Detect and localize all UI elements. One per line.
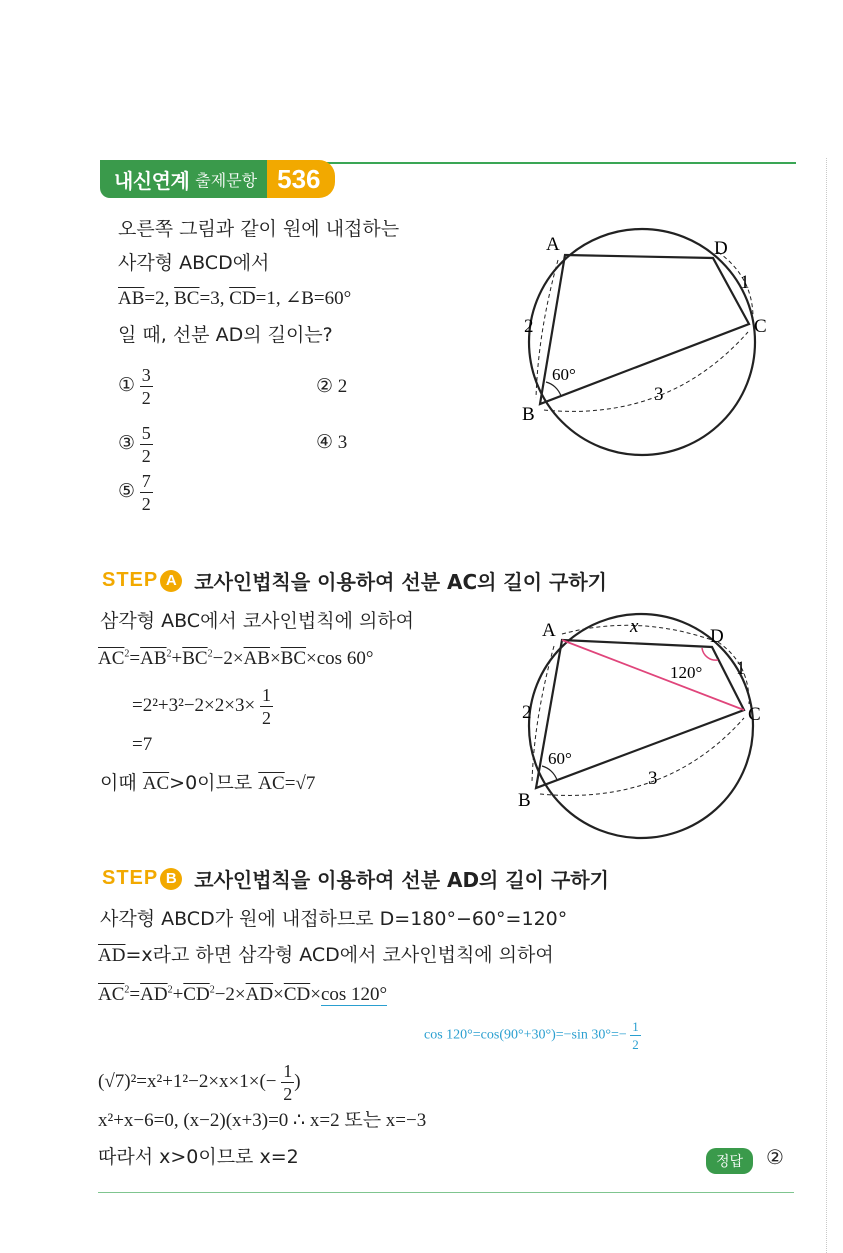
- badge-label: [100, 160, 267, 198]
- choice-3[interactable]: [118, 424, 153, 465]
- choice-1-fraction: [140, 366, 153, 407]
- eq-sign-b: =: [129, 984, 141, 1005]
- step-b-word: STEP: [102, 867, 159, 889]
- cond-cd-value: =1, ∠B=60°: [255, 288, 352, 309]
- minus-term-b: −2×: [214, 984, 246, 1005]
- equation-end: ): [294, 1070, 301, 1092]
- label-a-2: A: [542, 620, 556, 641]
- seg-ad-b: $\overline{AD}$: [245, 984, 274, 1005]
- seg-bc-sq: $\overline{BC}$: [182, 648, 208, 669]
- step-a-word: STEP: [102, 569, 159, 591]
- equation-pre: (√7)²=x²+1²−2×x×1×(−: [98, 1070, 277, 1092]
- step-b-line-6: 따라서 x>0이므로 x=2: [98, 1146, 299, 1168]
- choice-1-mark: ①: [118, 374, 136, 396]
- equation-fraction: [281, 1062, 294, 1103]
- seg-cd-sq: $\overline{CD}$: [183, 984, 210, 1005]
- choice-2-mark: ②: [316, 376, 334, 397]
- choice-5[interactable]: [118, 472, 153, 513]
- choice-3-den: 2: [141, 446, 151, 466]
- seg-ac-sq-b: $\overline{AC}$: [98, 984, 125, 1005]
- angle-b-label: 60°: [552, 365, 576, 384]
- badge-main-text: 내신연계: [114, 168, 190, 193]
- step-b-line-2-rest: =x라고 하면 삼각형 ACD에서 코사인법칙에 의하여: [125, 944, 554, 966]
- cos-120-term: cos 120°: [320, 984, 388, 1005]
- diagonal-ac: [562, 640, 744, 710]
- step-b-line-4: [98, 1062, 301, 1103]
- label-d-2: D: [710, 626, 724, 647]
- conclusion-end: =√7: [284, 773, 316, 794]
- length-cd: 1: [740, 272, 750, 293]
- seg-ad: $\overline{AD}$: [98, 945, 126, 966]
- cos-note-fraction: [630, 1020, 641, 1051]
- problem-line-2: 사각형 ABCD에서: [118, 252, 270, 274]
- label-b: B: [522, 404, 535, 425]
- right-margin-line: [826, 158, 827, 1253]
- choice-2-value: 2: [337, 376, 348, 397]
- label-d: D: [714, 238, 728, 259]
- cos-note-text: cos 120°=cos(90°+30°)=−sin 30°=−: [424, 1027, 627, 1043]
- choice-5-den: 2: [141, 494, 151, 514]
- step-b-line-3: $\overline{AC}^2=\overline{AD}^2+\overline{CD}^2-2\times\overline{AD}\times\overline{CD}\times\cos$ 120°: [98, 984, 388, 1005]
- segment-ab: $\overline{AB}$: [118, 288, 145, 309]
- conclusion-mid: >0이므로: [169, 772, 259, 794]
- seg-ac-2: $\overline{AC}$: [258, 773, 285, 794]
- choice-4-value: 3: [337, 432, 348, 453]
- answer-value: ②: [766, 1147, 784, 1169]
- choice-1[interactable]: [118, 366, 153, 407]
- plus-sign-b: +: [172, 984, 184, 1005]
- angle-d-label: 120°: [670, 663, 703, 682]
- choice-3-fraction: [140, 424, 153, 465]
- choice-4-mark: ④: [316, 432, 334, 453]
- angle-b-arc-2: [542, 766, 557, 780]
- times-sign-b2: ×: [310, 984, 321, 1005]
- answer-badge: 정답: [706, 1148, 753, 1174]
- seg-ad-sq: $\overline{AD}$: [140, 984, 168, 1005]
- figure-cyclic-quadrilateral: [508, 222, 778, 462]
- step-b-line-2: [98, 944, 554, 968]
- times-sign-b: ×: [273, 984, 284, 1005]
- cos-note: [424, 1020, 641, 1051]
- length-bc-2: 3: [648, 768, 658, 789]
- length-cd-2: 1: [736, 658, 746, 679]
- seg-ab: $\overline{AB}$: [243, 648, 270, 669]
- choice-4[interactable]: [316, 432, 347, 455]
- problem-number: 536: [267, 160, 334, 198]
- step-b-line-5: x²+x−6=0, (x−2)(x+3)=0 ∴ x=2 또는 x=−3: [98, 1110, 427, 1131]
- choice-5-fraction: [140, 472, 153, 513]
- step-b-title: 코사인법칙을 이용하여 선분 AD의 길이 구하기: [194, 868, 609, 892]
- segment-bc: $\overline{BC}$: [174, 288, 200, 309]
- eq-sign: =: [129, 648, 141, 669]
- length-ab-2: 2: [522, 702, 532, 723]
- step-a-line-1: 삼각형 ABC에서 코사인법칙에 의하여: [100, 610, 415, 632]
- angle-b-arc: [546, 382, 561, 396]
- expansion: =2²+3²−2×2×3×: [132, 694, 256, 716]
- cos-note-num: 1: [632, 1019, 639, 1034]
- conclusion-pre: 이때: [100, 772, 143, 794]
- step-a-line-4: =7: [132, 734, 153, 755]
- length-ad: x: [630, 616, 639, 637]
- label-a: A: [546, 234, 560, 255]
- choice-1-den: 2: [141, 388, 151, 408]
- step-a-line-3: [132, 686, 273, 727]
- step-a-heading: [102, 566, 607, 595]
- cond-ab-value: =2,: [144, 288, 175, 309]
- choice-3-mark: ③: [118, 432, 136, 454]
- segment-cd: $\overline{CD}$: [229, 288, 256, 309]
- badge-sub-text: 출제문항: [195, 170, 258, 190]
- cond-bc-value: =3,: [199, 288, 230, 309]
- equation-num: 1: [283, 1061, 293, 1081]
- cos-note-den: 2: [632, 1037, 639, 1052]
- half-fraction: [260, 686, 273, 727]
- seg-ac-1: $\overline{AC}$: [142, 773, 170, 794]
- problem-line-1: 오른쪽 그림과 같이 원에 내접하는: [118, 218, 400, 240]
- figure-cyclic-quadrilateral-2: [506, 608, 776, 848]
- step-a-title: 코사인법칙을 이용하여 선분 AC의 길이 구하기: [194, 570, 607, 594]
- seg-cd-b: $\overline{CD}$: [283, 984, 311, 1005]
- bottom-rule: [98, 1192, 794, 1193]
- step-b-letter: B: [160, 868, 182, 890]
- choice-5-num: 7: [141, 471, 151, 491]
- choice-2[interactable]: [316, 376, 347, 399]
- length-ab: 2: [524, 316, 534, 337]
- minus-term: −2×: [212, 648, 244, 669]
- seg-bc: $\overline{BC}$: [280, 648, 307, 669]
- step-b-heading: [102, 864, 609, 893]
- half-den: 2: [261, 708, 271, 728]
- cos-term: ×cos 60°: [306, 648, 374, 669]
- step-a-line-2: $\overline{AC}^2=\overline{AB}^2+\overline{BC}^2-2\times\overline{AB}\times\overline{BC}\times\cos$ 60°: [98, 648, 374, 669]
- equation-den: 2: [283, 1084, 293, 1104]
- seg-ac-sq: $\overline{AC}$: [98, 648, 125, 669]
- choice-1-num: 3: [141, 365, 151, 385]
- step-b-line-1: 사각형 ABCD가 원에 내접하므로 D=180°−60°=120°: [100, 908, 568, 930]
- times-sign: ×: [269, 648, 281, 669]
- length-bc: 3: [654, 384, 664, 405]
- step-a-line-5: [100, 772, 315, 796]
- plus-sign: +: [171, 648, 183, 669]
- problem-line-4: 일 때, 선분 AD의 길이는?: [118, 324, 333, 346]
- choice-5-mark: ⑤: [118, 480, 136, 502]
- problem-badge: [100, 160, 335, 198]
- step-a-letter: A: [160, 570, 182, 592]
- angle-b-label-2: 60°: [548, 749, 572, 768]
- label-c: C: [754, 316, 767, 337]
- label-c-2: C: [748, 704, 761, 725]
- choice-3-num: 5: [141, 423, 151, 443]
- problem-conditions: [118, 288, 351, 311]
- label-b-2: B: [518, 790, 531, 811]
- half-num: 1: [261, 685, 271, 705]
- circumscribed-circle-2: [529, 614, 753, 838]
- seg-ab-sq: $\overline{AB}$: [140, 648, 167, 669]
